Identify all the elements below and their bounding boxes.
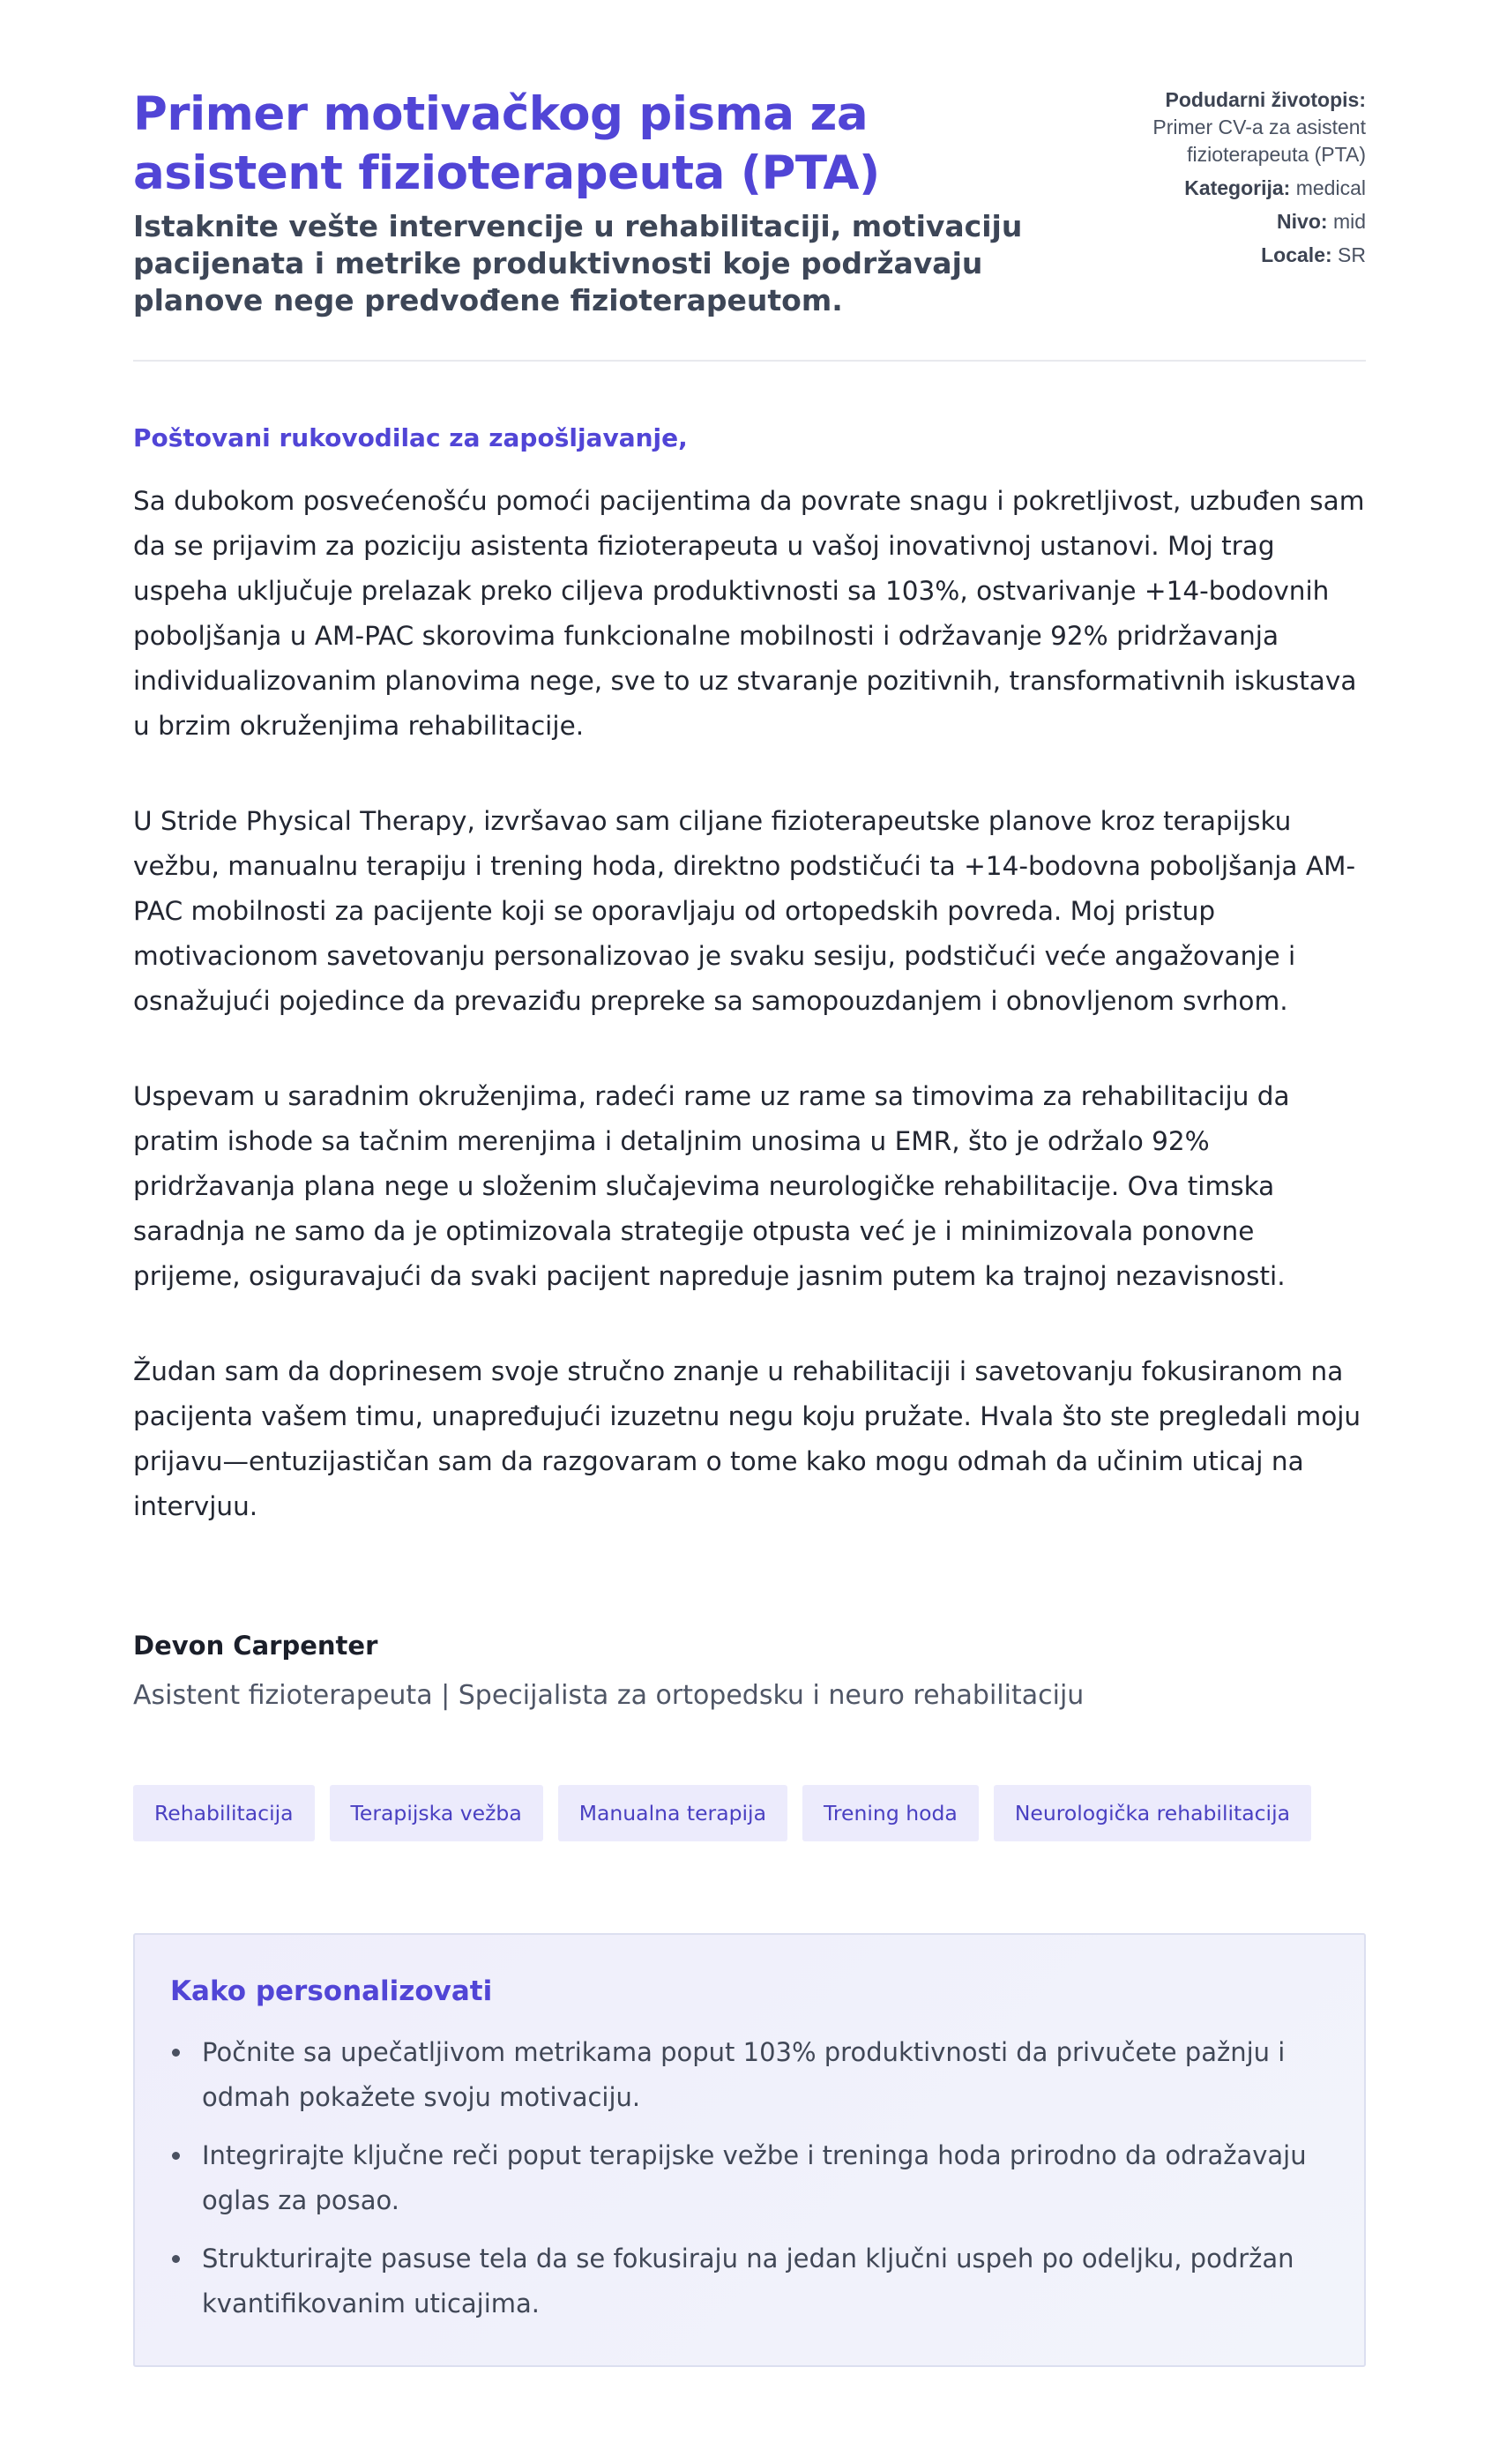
title-block: [133, 85, 1066, 319]
skill-tag: Trening hoda: [802, 1785, 979, 1841]
skill-tag: Rehabilitacija: [133, 1785, 315, 1841]
list-item: Integrirajte ključne reči poput terapijske vežbe i treninga hoda prirodno da odražavaju oglas za posao.: [170, 2133, 1329, 2223]
meta-category-value: medical: [1295, 176, 1366, 199]
signature-role: Asistent fizioterapeuta | Specijalista za ortopedsku i neuro rehabilitaciju: [133, 1680, 1085, 1711]
skill-tag: Terapijska vežba: [330, 1785, 543, 1841]
meta-panel: [1066, 85, 1366, 319]
meta-level-label: Nivo:: [1277, 210, 1328, 233]
meta-resume: [1066, 86, 1366, 168]
body-paragraph: Sa dubokom posvećenošću pomoći pacijentima da povrate snagu i pokretljivost, uzbuđen sam da se prijavim za poziciju asistenta fizioterapeuta u vašoj inovativnoj ustanovi. Moj trag uspeha uključuje prelazak preko ciljeva produktivnosti sa 103%, ostvarivanje +14-bodovnih poboljšanja u AM-PAC skorovima funkcionalne mobilnosti i održavanje 92% pridržavanja individualizovanim planovima nege, sve to uz stvaranje pozitivnih, transformativnih iskustava u brzim okruženjima rehabilitacije.: [133, 486, 1365, 741]
list-item: Strukturirajte pasuse tela da se fokusiraju na jedan ključni uspeh po odeljku, podržan kvantifikovanim uticajima.: [170, 2236, 1329, 2326]
salutation: Poštovani rukovodilac za zapošljavanje,: [133, 423, 688, 452]
meta-level: [1066, 208, 1366, 235]
meta-locale-value: SR: [1338, 243, 1366, 266]
meta-resume-link[interactable]: Primer CV-a za asistent fizioterapeuta (PTA): [1152, 116, 1366, 166]
skill-tag: Manualna terapija: [558, 1785, 787, 1841]
signature-name: Devon Carpenter: [133, 1631, 378, 1661]
page-title: Primer motivačkog pisma za asistent fizioterapeuta (PTA): [133, 87, 880, 200]
meta-category-label: Kategorija:: [1184, 176, 1291, 199]
meta-category: [1066, 175, 1366, 202]
list-item: Počnite sa upečatljivom metrikama poput 103% produktivnosti da privučete pažnju i odmah pokažete svoju motivaciju.: [170, 2030, 1329, 2120]
page-subtitle: Istaknite vešte intervencije u rehabilitaciji, motivaciju pacijenata i metrike produktivnosti koje podržavaju planove nege predvođene fizioterapeutom.: [133, 209, 1023, 317]
skill-tag: Neurologička rehabilitacija: [994, 1785, 1311, 1841]
tips-list: [170, 2030, 1329, 2326]
meta-locale: [1066, 242, 1366, 269]
personalization-tips-box: [133, 1933, 1366, 2367]
page-header: [133, 0, 1366, 319]
meta-resume-label: Podudarni životopis:: [1165, 88, 1366, 111]
skill-tags: [133, 1785, 1366, 1841]
meta-level-value: mid: [1332, 210, 1366, 233]
body-paragraph: Uspevam u saradnim okruženjima, radeći rame uz rame sa timovima za rehabilitaciju da pratim ishode sa tačnim merenjima i detaljnim unosima u EMR, što je održalo 92% pridržavanja plana nege u složenim slučajevima neurologičke rehabilitacije. Ova timska saradnja ne samo da je optimizovala strategije otpusta već je i minimizovala ponovne prijeme, osiguravajući da svaki pacijent napreduje jasnim putem ka trajnoj nezavisnosti.: [133, 1081, 1290, 1291]
body-paragraph: Žudan sam da doprinesem svoje stručno znanje u rehabilitaciji i savetovanju fokusiranom na pacijenta vašem timu, unapređujući izuzetnu negu koju pružate. Hvala što ste pregledali moju prijavu—entuzijastičan sam da razgovaram o tome kako mogu odmah da učinim uticaj na intervjuu.: [133, 1356, 1361, 1521]
header-divider: [133, 360, 1366, 362]
tips-title: Kako personalizovati: [170, 1975, 493, 2007]
body-paragraph: U Stride Physical Therapy, izvršavao sam ciljane fizioterapeutske planove kroz terapijsku vežbu, manualnu terapiju i trening hoda, direktno podstičući ta +14-bodovna poboljšanja AM-PAC mobilnosti za pacijente koji se oporavljaju od ortopedskih povreda. Moj pristup motivacionom savetovanju personalizovao je svaku sesiju, podstičući veće angažovanje i osnažujući pojedince da prevaziđu prepreke sa samopouzdanjem i obnovljenom svrhom.: [133, 806, 1356, 1016]
meta-locale-label: Locale:: [1261, 243, 1332, 266]
